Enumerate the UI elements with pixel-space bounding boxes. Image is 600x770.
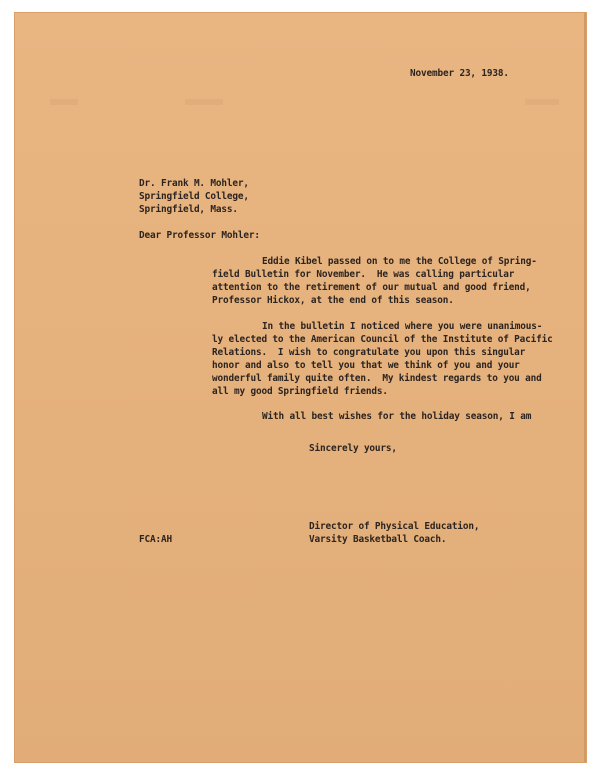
- letter-page: [15, 13, 586, 762]
- address-line: Springfield College,: [139, 191, 249, 202]
- typist-initials: FCA:AH: [139, 534, 172, 545]
- paragraph-2-line: Relations. I wish to congratulate you upon this singular: [212, 347, 526, 358]
- bleed-through-mark: [525, 99, 559, 105]
- signature-title-line: Varsity Basketball Coach.: [309, 534, 447, 545]
- paragraph-1-line: Professor Hickox, at the end of this season.: [212, 295, 454, 306]
- paragraph-3: With all best wishes for the holiday season, I am: [262, 411, 532, 422]
- letter-date: November 23, 1938.: [410, 68, 509, 79]
- closing: Sincerely yours,: [309, 443, 397, 454]
- paragraph-1-line: attention to the retirement of our mutual and good friend,: [212, 282, 531, 293]
- bleed-through-mark: [50, 99, 78, 105]
- address-line: Springfield, Mass.: [139, 204, 238, 215]
- salutation: Dear Professor Mohler:: [139, 230, 260, 241]
- paragraph-2-line: wonderful family quite often. My kindest regards to you and: [212, 373, 542, 384]
- paragraph-1-line: Eddie Kibel passed on to me the College of Spring-: [262, 256, 537, 267]
- signature-title-line: Director of Physical Education,: [309, 521, 480, 532]
- paragraph-2-line: all my good Springfield friends.: [212, 386, 388, 397]
- paragraph-2-line: ly elected to the American Council of the Institute of Pacific: [212, 334, 553, 345]
- paragraph-2-line: In the bulletin I noticed where you were unanimous-: [262, 321, 543, 332]
- address-line: Dr. Frank M. Mohler,: [139, 178, 249, 189]
- paragraph-1-line: field Bulletin for November. He was calling particular: [212, 269, 515, 280]
- paragraph-2-line: honor and also to tell you that we think of you and your: [212, 360, 520, 371]
- bleed-through-mark: [185, 99, 223, 105]
- page-edge: [584, 13, 586, 762]
